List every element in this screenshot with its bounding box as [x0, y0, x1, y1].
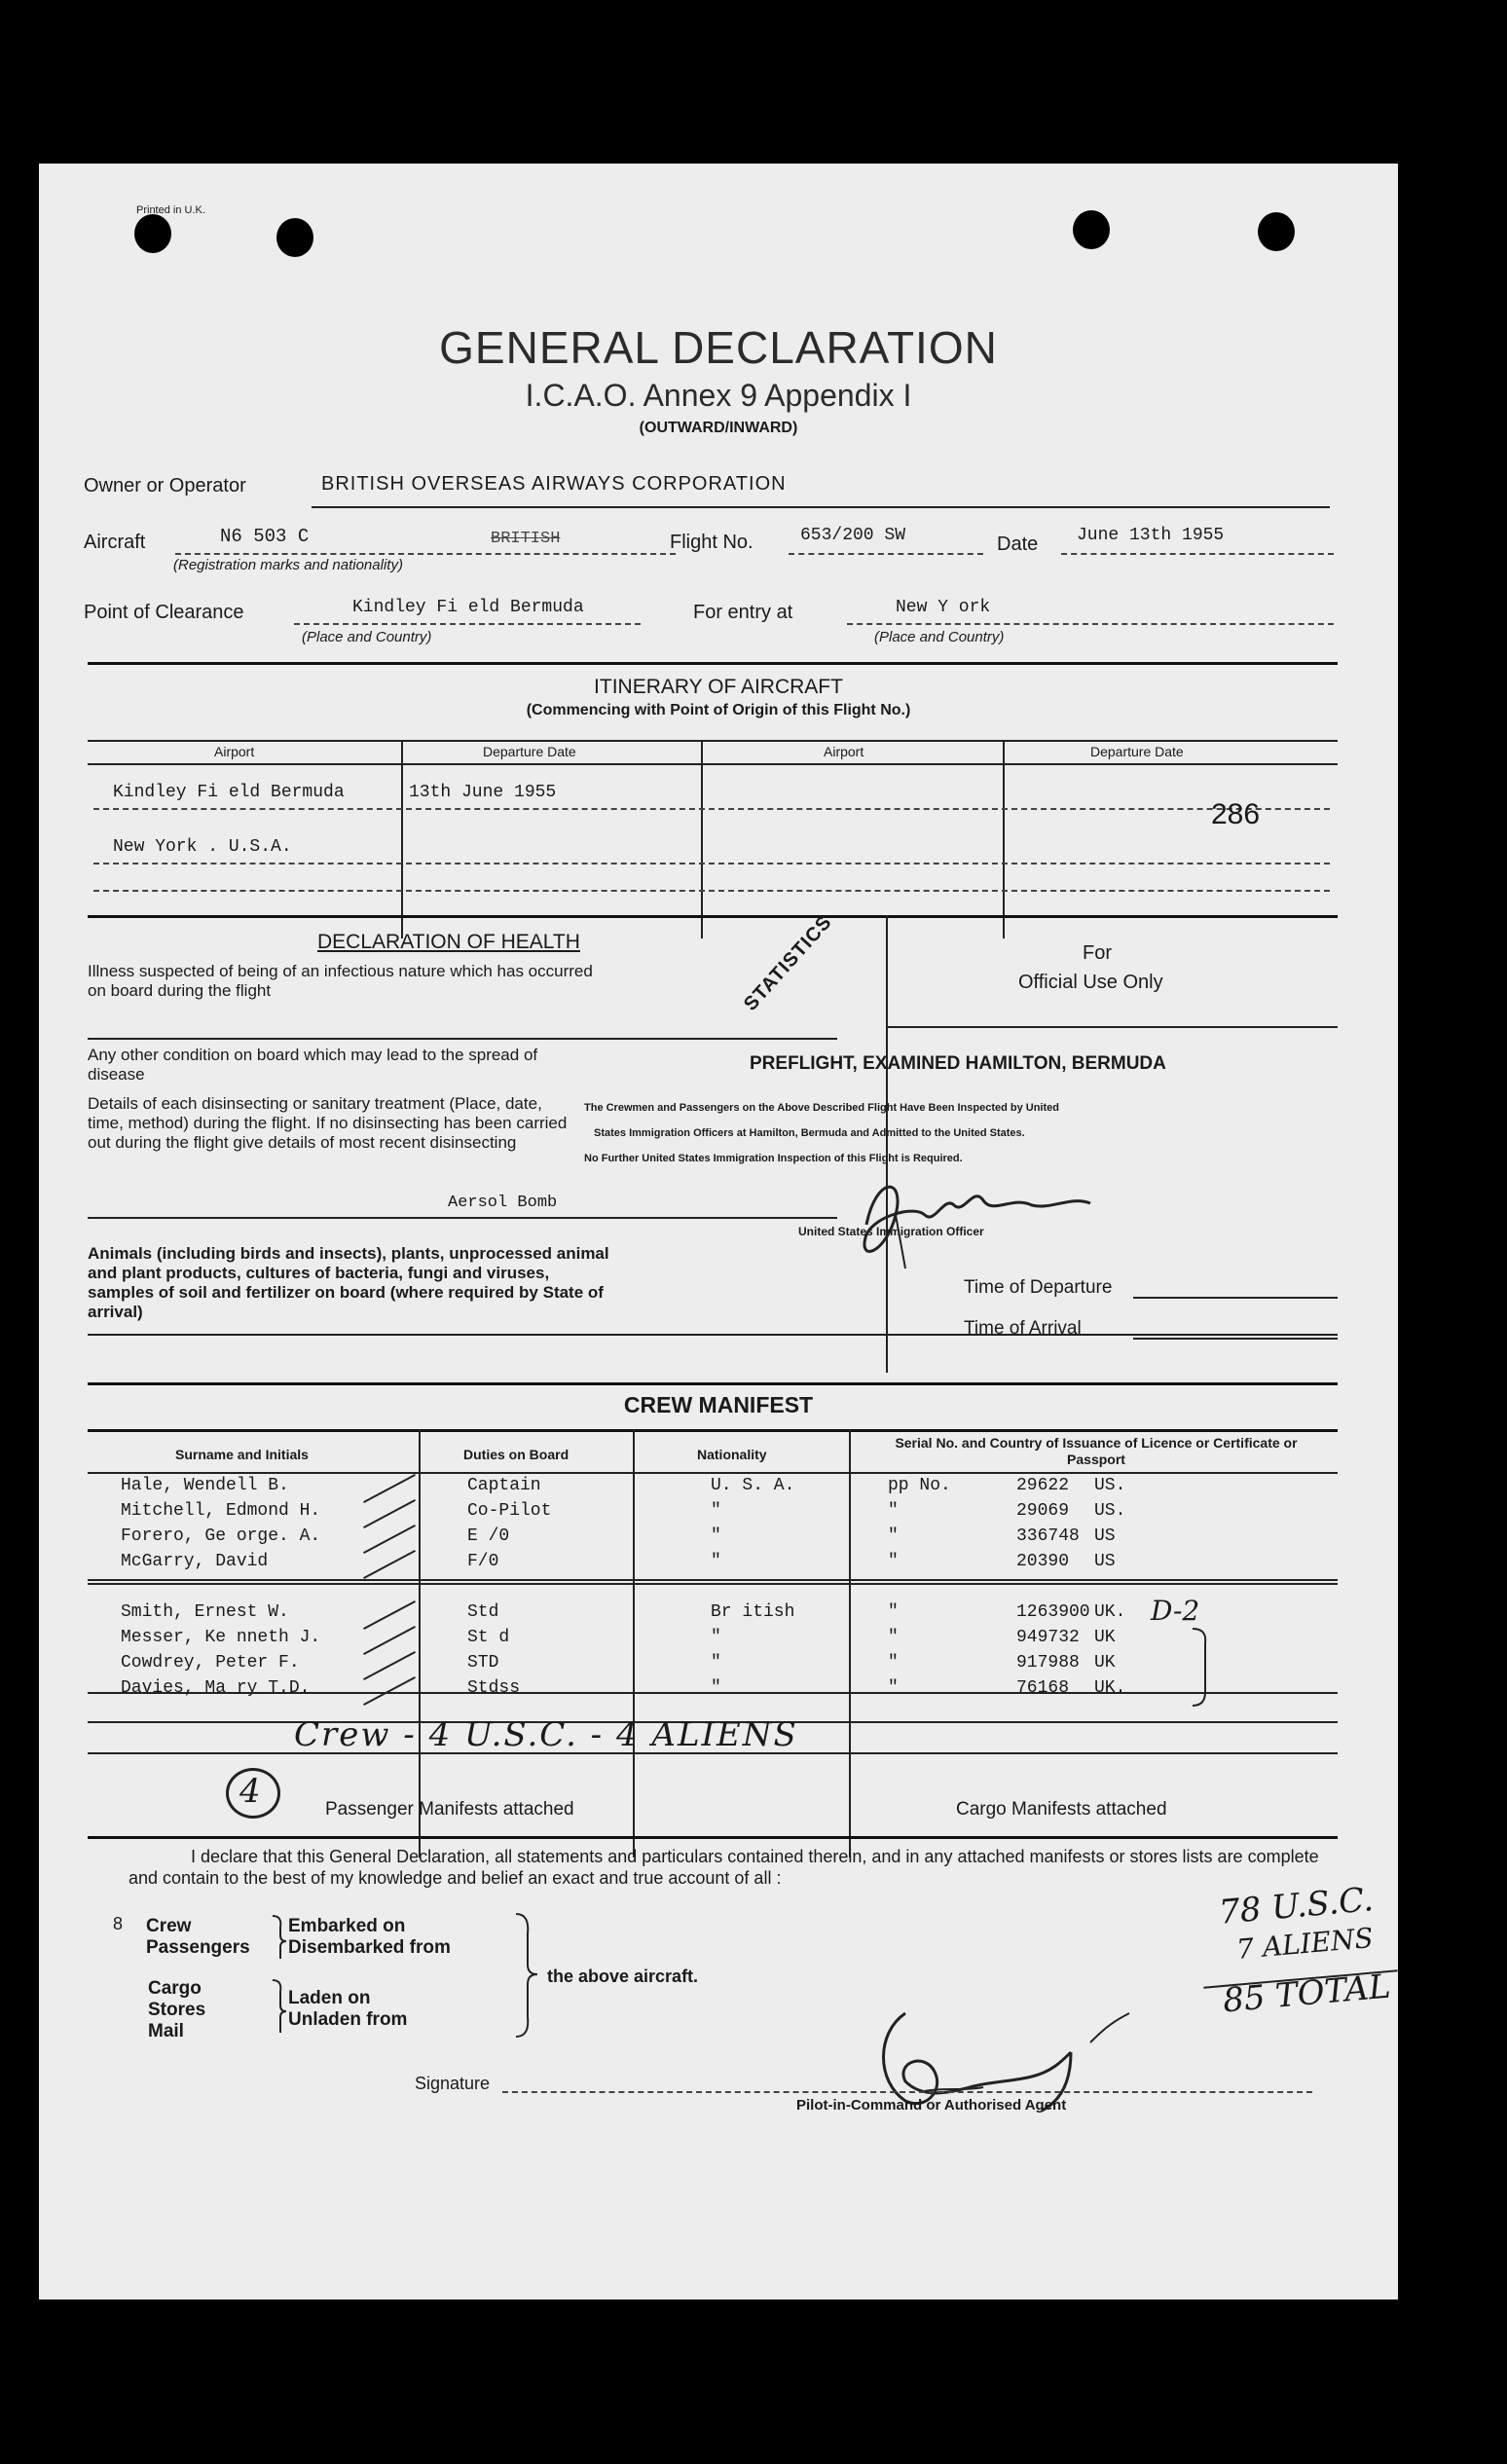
- rule: [93, 890, 1330, 892]
- health-disinsect: Details of each disinsecting or sanitary treatment (Place, date, time, method) during the flight. If no disinsecting has been carried out during the flight give details of most recent disinsecting: [88, 1094, 568, 1152]
- rule: [633, 1429, 635, 1857]
- check-mark: [363, 1499, 416, 1528]
- signature-label: Signature: [415, 2074, 491, 2093]
- health-animals: Animals (including birds and insects), plants, unprocessed animal and plant products, cultures of bacteria, fungi and viruses, samples of soil and fertilizer on board (where required by State of arrival): [88, 1244, 609, 1321]
- decl-disembarked: Disembarked from: [288, 1937, 451, 1958]
- crew-country: UK: [1094, 1628, 1116, 1647]
- rule: [88, 1579, 1338, 1581]
- crew-duty: St d: [467, 1628, 510, 1647]
- health-title: DECLARATION OF HEALTH: [317, 931, 580, 953]
- crew-header-serial: Serial No. and Country of Issuance of Licence or Certificate or Passport: [895, 1435, 1298, 1467]
- crew-name: McGarry, David: [121, 1552, 269, 1571]
- punch-hole: [1258, 212, 1295, 251]
- crew-nationality: ": [711, 1628, 721, 1647]
- crew-country: US.: [1094, 1501, 1126, 1521]
- official-use: Official Use Only: [1018, 972, 1163, 993]
- crew-duty: Co-Pilot: [467, 1501, 552, 1521]
- rule: [88, 1836, 1338, 1839]
- rule: [886, 915, 888, 1373]
- rule: [1133, 1338, 1338, 1340]
- official-for: For: [1083, 942, 1112, 964]
- clearance-value: Kindley Fi eld Bermuda: [352, 598, 584, 617]
- crew-title: CREW MANIFEST: [623, 1392, 814, 1417]
- punch-hole: [276, 218, 313, 257]
- rule: [88, 1217, 837, 1219]
- printer-note: Printed in U.K.: [136, 204, 205, 216]
- itin-header-date-2: Departure Date: [1090, 744, 1184, 759]
- manifest-count: 4: [239, 1772, 261, 1811]
- d2-note: D-2: [1151, 1595, 1200, 1627]
- crew-header-duty: Duties on Board: [463, 1447, 570, 1462]
- crew-name: Mitchell, Edmond H.: [121, 1501, 321, 1521]
- declaration-text: I declare that this General Declaration, all statements and particulars contained therein, and in any attached manifests or stores lists are complete and contain to the best of my knowledge and belief an exact and true account of all :: [129, 1847, 1319, 1888]
- rule: [93, 863, 1330, 864]
- clearance-caption: (Place and Country): [302, 629, 432, 645]
- crew-pp: ": [888, 1501, 899, 1521]
- rule: [419, 1429, 421, 1857]
- crew-nationality: ": [711, 1678, 721, 1698]
- crew-name: Davies, Ma ry T.D.: [121, 1678, 311, 1698]
- check-mark: [363, 1626, 416, 1655]
- crew-nationality: ": [711, 1653, 721, 1673]
- rule: [847, 623, 1334, 625]
- punch-hole: [134, 214, 171, 253]
- rule: [701, 740, 703, 938]
- crew-pp: ": [888, 1602, 899, 1622]
- clearance-label: Point of Clearance: [84, 602, 244, 623]
- crew-serial: 949732: [1016, 1628, 1080, 1647]
- crew-pp: ": [888, 1653, 899, 1673]
- rule: [849, 1429, 851, 1857]
- crew-serial: 20390: [1016, 1552, 1070, 1571]
- aircraft-struck: BRITISH: [491, 530, 561, 548]
- crew-nationality: ": [711, 1501, 721, 1521]
- decl-cargo: Cargo: [148, 1978, 202, 1999]
- stamp-line-2: States Immigration Officers at Hamilton, Bermuda and Admitted to the United States.: [594, 1127, 1025, 1139]
- rule: [93, 808, 1330, 810]
- crew-country: US: [1094, 1526, 1116, 1546]
- rule: [88, 763, 1338, 765]
- decl-mail: Mail: [148, 2021, 184, 2041]
- officer-signature: [837, 1157, 1188, 1273]
- rule: [88, 1692, 1338, 1694]
- crew-serial: 917988: [1016, 1653, 1080, 1673]
- rule: [789, 553, 983, 555]
- itin-header-airport-1: Airport: [214, 744, 255, 759]
- rule: [88, 915, 1338, 918]
- signature-line: [502, 2091, 1312, 2093]
- form-title: GENERAL DECLARATION: [439, 322, 998, 373]
- decl-crew: Crew: [146, 1916, 192, 1936]
- general-declaration-form: [39, 164, 1398, 2299]
- crew-duty: E /0: [467, 1526, 510, 1546]
- itin-date-1: 13th June 1955: [409, 783, 557, 802]
- owner-label: Owner or Operator: [84, 475, 246, 496]
- preflight-stamp: PREFLIGHT, EXAMINED HAMILTON, BERMUDA: [750, 1053, 1166, 1074]
- itinerary-title: ITINERARY OF AIRCRAFT: [594, 676, 843, 698]
- check-mark: [363, 1676, 416, 1706]
- crew-pp: ": [888, 1628, 899, 1647]
- decl-laden: Laden on: [288, 1988, 371, 2008]
- health-other: Any other condition on board which may lead to the spread of disease: [88, 1046, 538, 1084]
- rule: [88, 1429, 1338, 1432]
- date-label: Date: [997, 533, 1039, 555]
- flight-value: 653/200 SW: [800, 526, 906, 545]
- decl-above: the above aircraft.: [547, 1967, 699, 1986]
- crew-serial: 1263900: [1016, 1602, 1090, 1622]
- itin-airport-1: Kindley Fi eld Bermuda: [113, 783, 345, 802]
- crew-name: Messer, Ke nneth J.: [121, 1628, 321, 1647]
- crew-country: US: [1094, 1552, 1116, 1571]
- rule: [886, 1026, 1338, 1028]
- crew-name: Smith, Ernest W.: [121, 1602, 289, 1622]
- health-illness: Illness suspected of being of an infectious nature which has occurred on board during the flight: [88, 962, 593, 1000]
- crew-pp: ": [888, 1678, 899, 1698]
- crew-header-name: Surname and Initials: [175, 1447, 309, 1462]
- flight-label: Flight No.: [670, 532, 754, 553]
- rule: [88, 1038, 837, 1040]
- crew-name: Cowdrey, Peter F.: [121, 1653, 300, 1673]
- rule: [175, 553, 676, 555]
- form-subtitle: I.C.A.O. Annex 9 Appendix I: [525, 378, 912, 413]
- rule: [88, 740, 1338, 742]
- entry-label: For entry at: [693, 602, 793, 623]
- punch-hole: [1073, 210, 1110, 249]
- decl-embarked: Embarked on: [288, 1916, 406, 1936]
- decl-passengers: Passengers: [146, 1937, 250, 1958]
- decl-unladen: Unladen from: [288, 2009, 408, 2030]
- itin-header-airport-2: Airport: [824, 744, 864, 759]
- rule: [294, 623, 641, 625]
- cargo-manifests: Cargo Manifests attached: [956, 1799, 1167, 1820]
- crew-pp: ": [888, 1526, 899, 1546]
- declaration-num: 8: [113, 1914, 124, 1933]
- crew-country: UK.: [1094, 1602, 1126, 1622]
- passenger-manifests: Passenger Manifests attached: [325, 1799, 574, 1820]
- crew-serial: 76168: [1016, 1678, 1070, 1698]
- brace-marks: [269, 1912, 288, 2048]
- crew-nationality: ": [711, 1552, 721, 1571]
- arrival-label: Time of Arrival: [964, 1318, 1082, 1339]
- rule: [88, 1334, 1338, 1336]
- check-mark: [363, 1474, 416, 1503]
- check-mark: [363, 1525, 416, 1554]
- rule: [1133, 1297, 1338, 1299]
- rule: [312, 506, 1330, 508]
- crew-duty: Std: [467, 1602, 499, 1622]
- check-mark: [363, 1651, 416, 1680]
- total-overall: 85 TOTAL: [1221, 1967, 1392, 2021]
- rule: [1003, 740, 1005, 938]
- check-mark: [363, 1550, 416, 1579]
- aircraft-value: N6 503 C: [220, 526, 310, 547]
- itin-airport-2: New York . U.S.A.: [113, 837, 292, 857]
- crew-country: US.: [1094, 1476, 1126, 1495]
- itinerary-subtitle: (Commencing with Point of Origin of this Flight No.): [526, 702, 911, 718]
- crew-nationality: Br itish: [711, 1602, 795, 1622]
- check-mark: [363, 1600, 416, 1630]
- bracket-mark: [1188, 1624, 1217, 1711]
- crew-country: UK: [1094, 1653, 1116, 1673]
- departure-label: Time of Departure: [964, 1277, 1113, 1298]
- aircraft-label: Aircraft: [84, 532, 146, 553]
- rule: [88, 1382, 1338, 1385]
- rule: [88, 1583, 1338, 1585]
- rule: [88, 662, 1338, 665]
- crew-hand-summary: Crew - 4 U.S.C. - 4 ALIENS: [294, 1715, 798, 1754]
- crew-nationality: U. S. A.: [711, 1476, 795, 1495]
- owner-value: BRITISH OVERSEAS AIRWAYS CORPORATION: [321, 473, 787, 495]
- crew-name: Forero, Ge orge. A.: [121, 1526, 321, 1546]
- rule: [88, 1472, 1338, 1474]
- crew-name: Hale, Wendell B.: [121, 1476, 289, 1495]
- crew-duty: Stdss: [467, 1678, 521, 1698]
- direction-label: (OUTWARD/INWARD): [639, 420, 798, 436]
- crew-duty: Captain: [467, 1476, 541, 1495]
- rule: [1061, 553, 1334, 555]
- crew-serial: 29069: [1016, 1501, 1070, 1521]
- officer-caption: United States Immigration Officer: [798, 1225, 984, 1238]
- statistics-stamp: STATISTICS: [740, 911, 837, 1015]
- disinsect-value: Aersol Bomb: [448, 1194, 558, 1212]
- crew-country: UK.: [1094, 1678, 1126, 1698]
- crew-duty: F/0: [467, 1552, 499, 1571]
- total-usc: 78 U.S.C.: [1217, 1880, 1376, 1932]
- crew-pp: ": [888, 1552, 899, 1571]
- decl-stores: Stores: [148, 2000, 206, 2020]
- big-brace: [512, 1910, 541, 2046]
- crew-nationality: ": [711, 1526, 721, 1546]
- stamp-line-1: The Crewmen and Passengers on the Above Described Flight Have Been Inspected by United: [584, 1102, 1059, 1114]
- rule: [401, 740, 403, 938]
- aircraft-caption: (Registration marks and nationality): [173, 557, 403, 573]
- crew-serial: 336748: [1016, 1526, 1080, 1546]
- agent-caption: Pilot-in-Command or Authorised Agent: [796, 2097, 1067, 2114]
- crew-pp: pp No.: [888, 1476, 951, 1495]
- crew-serial: 29622: [1016, 1476, 1070, 1495]
- stamp-line-3: No Further United States Immigration Inspection of this Flight is Required.: [584, 1153, 963, 1164]
- entry-caption: (Place and Country): [874, 629, 1005, 645]
- crew-header-nationality: Nationality: [697, 1447, 767, 1462]
- crew-duty: STD: [467, 1653, 499, 1673]
- date-value: June 13th 1955: [1077, 526, 1225, 545]
- itin-header-date-1: Departure Date: [483, 744, 576, 759]
- page-number: 286: [1211, 798, 1261, 830]
- total-aliens: 7 ALIENS: [1234, 1921, 1375, 1967]
- entry-value: New Y ork: [896, 598, 991, 617]
